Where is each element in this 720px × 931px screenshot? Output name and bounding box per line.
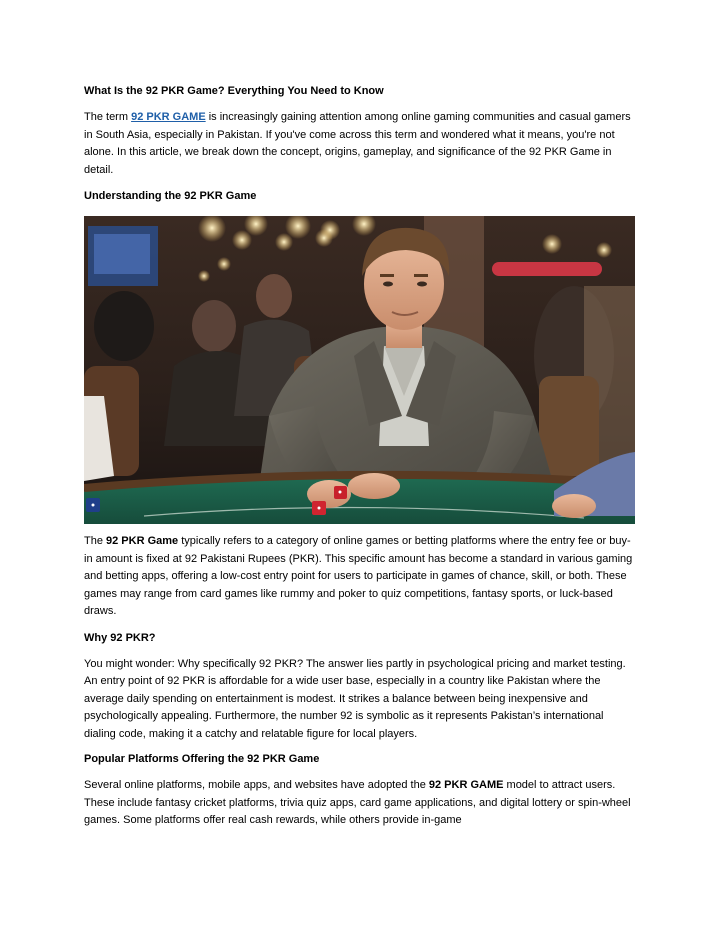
section-heading-platforms: Popular Platforms Offering the 92 PKR Game [84, 753, 320, 765]
definition-keyword: 92 PKR Game [106, 535, 179, 547]
intro-paragraph [84, 109, 636, 179]
platforms-keyword: 92 PKR GAME [428, 779, 504, 791]
definition-text-after: typically refers to a category of online games or betting platforms where the entry fee or buy-in amount is fixed at 92 Pakistani Rupees (PKR). This specific amount has become a standard in various gaming and betting apps, offering a low-cost entry point for users to participate in games of chance, skill, or both. These games may range from card games like rummy and poker to quiz competitions, fantasy sports, or luck-based draws. [84, 535, 633, 617]
platforms-text-after: model to attract users. These include fantasy cricket platforms, trivia quiz apps, card game applications, and digital lottery or spin-wheel games. Some platforms offer real cash rewards, while others provide in-game [84, 779, 631, 826]
document-page [84, 84, 636, 830]
section-heading-why: Why 92 PKR? [84, 631, 156, 644]
definition-paragraph [84, 533, 636, 621]
definition-text-before: The [84, 535, 107, 547]
page-title: What Is the 92 PKR Game? Everything You Need to Know [84, 85, 384, 97]
intro-text-before: The term [84, 111, 132, 123]
intro-text-after: is increasingly gaining attention among online gaming communities and casual gamers in South Asia, especially in Pakistan. If you've come across this term and wondered what it means, you're not alone. In this article, we break down the concept, origins, gameplay, and significance of the 92 PKR Game in detail. [84, 111, 631, 176]
section-heading-understanding: Understanding the 92 PKR Game [84, 190, 257, 202]
platforms-text-before: Several online platforms, mobile apps, and websites have adopted the [84, 779, 429, 791]
platforms-paragraph [84, 777, 636, 830]
casino-photo [84, 216, 635, 524]
why-paragraph: You might wonder: Why specifically 92 PKR? The answer lies partly in psychological pricing and market testing. An entry point of 92 PKR is affordable for a wide user base, especially in a country like Pakistan where the average daily spending on entertainment is modest. It strikes a balance between being inexpensive and psychologically appealing. Furthermore, the number 92 is symbolic as it represents Pakistan’s international dialing code, making it a catchy and relatable figure for local players. [84, 657, 626, 740]
92-pkr-game-link[interactable]: 92 PKR GAME [131, 111, 206, 123]
